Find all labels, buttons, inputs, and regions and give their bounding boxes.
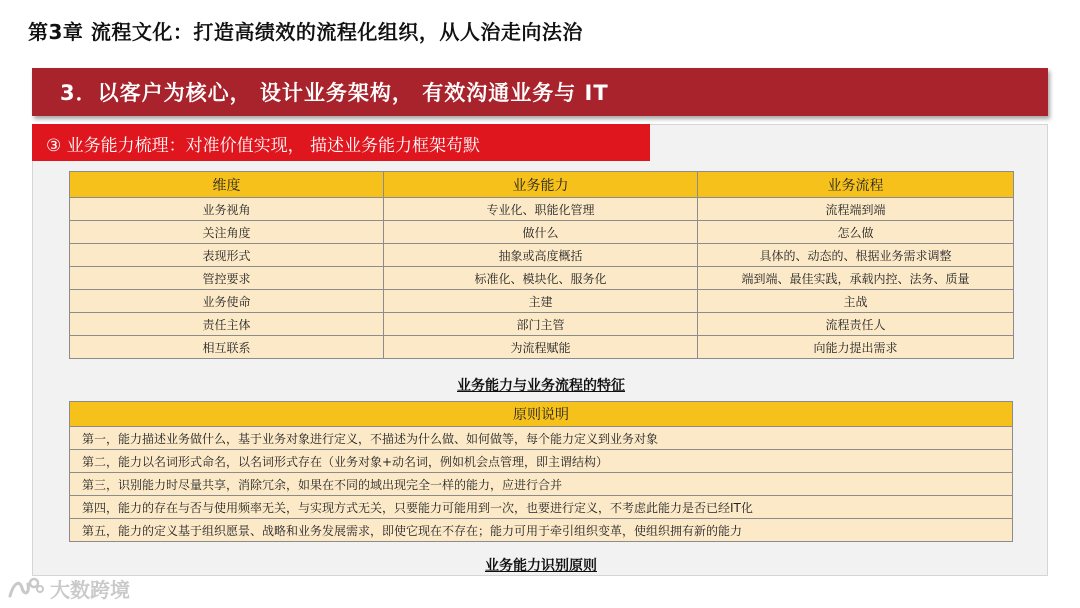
principle-cell: 第三，识别能力时尽量共享，消除冗余，如果在不同的域出现完全一样的能力，应进行合并 (70, 473, 1013, 496)
table-cell: 流程责任人 (698, 313, 1014, 336)
column-header: 维度 (70, 172, 384, 198)
feature-comparison-table (69, 171, 1014, 359)
table-row (70, 221, 1014, 244)
table-row (70, 244, 1014, 267)
table-cell: 责任主体 (70, 313, 384, 336)
table-cell: 为流程赋能 (384, 336, 698, 359)
chapter-title: 第3章 流程文化：打造高绩效的流程化组织，从人治走向法治 (28, 20, 583, 44)
table-cell: 端到端、最佳实践，承载内控、法务、质量 (698, 267, 1014, 290)
column-header: 原则说明 (70, 402, 1013, 427)
table-cell: 流程端到端 (698, 198, 1014, 221)
table-cell: 管控要求 (70, 267, 384, 290)
principle-cell: 第一，能力描述业务做什么，基于业务对象进行定义，不描述为什么做、如何做等，每个能力定义到业务对象 (70, 427, 1013, 450)
section-title: 3．以客户为核心， 设计业务架构， 有效沟通业务与 IT (60, 81, 609, 105)
watermark (6, 572, 130, 604)
table-cell: 相互联系 (70, 336, 384, 359)
table-row (70, 450, 1013, 473)
table-cell: 表现形式 (70, 244, 384, 267)
table-row (70, 267, 1014, 290)
section-banner (32, 68, 1048, 116)
table-row (70, 336, 1014, 359)
table-cell: 向能力提出需求 (698, 336, 1014, 359)
table-cell: 主建 (384, 290, 698, 313)
column-header: 业务能力 (384, 172, 698, 198)
table-row (70, 519, 1013, 542)
table-cell: 专业化、职能化管理 (384, 198, 698, 221)
table-header-row (70, 172, 1014, 198)
table-cell: 主战 (698, 290, 1014, 313)
principle-cell: 第五，能力的定义基于组织愿景、战略和业务发展需求，即使它现在不存在；能力可用于牵引组织变革，使组织拥有新的能力 (70, 519, 1013, 542)
principles-table (69, 401, 1013, 542)
table-header-row (70, 402, 1013, 427)
table-cell: 怎么做 (698, 221, 1014, 244)
table-row (70, 198, 1014, 221)
table-cell: 部门主管 (384, 313, 698, 336)
table-cell: 关注角度 (70, 221, 384, 244)
principle-cell: 第四，能力的存在与否与使用频率无关，与实现方式无关，只要能力可能用到一次，也要进行定义，不考虑此能力是否已经IT化 (70, 496, 1013, 519)
table-cell: 做什么 (384, 221, 698, 244)
subsection-title: ③ 业务能力梳理：对准价值实现， 描述业务能力框架苟默 (46, 136, 481, 156)
watermark-logo-icon (6, 574, 46, 602)
table-row (70, 473, 1013, 496)
table-cell: 具体的、动态的、根据业务需求调整 (698, 244, 1014, 267)
table-row (70, 290, 1014, 313)
subsection-banner (32, 124, 650, 161)
feature-table-caption: 业务能力与业务流程的特征 (457, 378, 625, 394)
column-header: 业务流程 (698, 172, 1014, 198)
table-cell: 业务使命 (70, 290, 384, 313)
table-row (70, 427, 1013, 450)
table-cell: 抽象或高度概括 (384, 244, 698, 267)
principle-cell: 第二，能力以名词形式命名，以名词形式存在（业务对象+动名词，例如机会点管理，即主谓结构） (70, 450, 1013, 473)
table-row (70, 496, 1013, 519)
principles-table-caption: 业务能力识别原则 (485, 558, 597, 574)
table-cell: 标准化、模块化、服务化 (384, 267, 698, 290)
watermark-text: 大数跨境 (50, 577, 130, 602)
table-row (70, 313, 1014, 336)
table-cell: 业务视角 (70, 198, 384, 221)
